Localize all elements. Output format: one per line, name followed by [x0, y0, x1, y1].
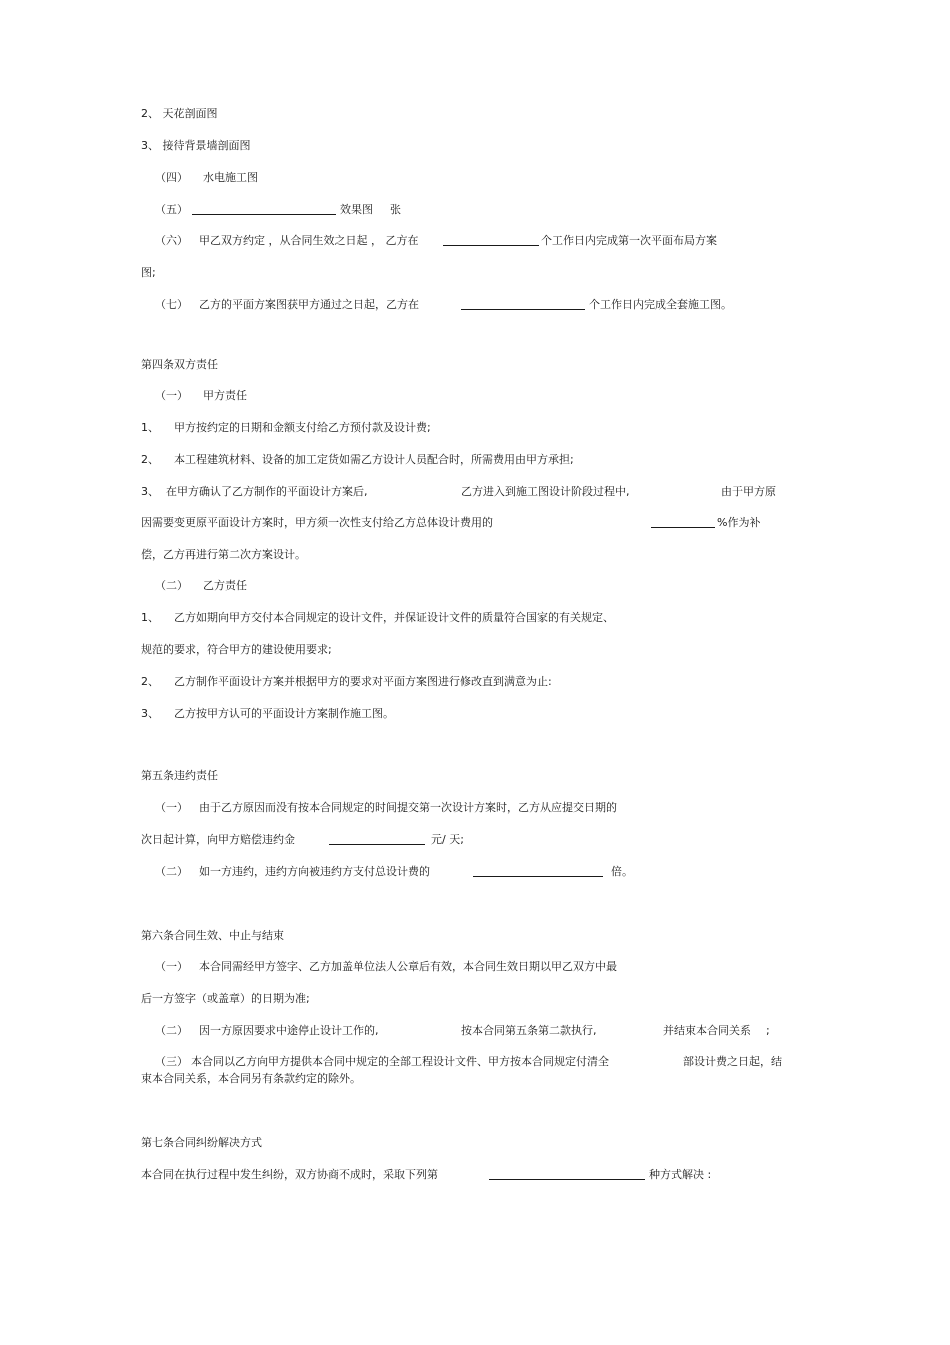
effect-3-text-2: 部设计费之日起，结: [683, 1055, 782, 1068]
clause-6-text-2: 个工作日内完成第一次平面布局方案: [541, 234, 717, 247]
breach-2-unit: 倍。: [611, 865, 633, 878]
party-a-item-1-num: 1、: [141, 421, 159, 434]
party-a-item-2-num: 2、: [141, 453, 159, 466]
clause-6-text: 甲乙双方约定 ，从合同生效之日起 ， 乙方在: [199, 234, 419, 247]
article-6-heading: 第六条合同生效、中止与结束: [141, 929, 284, 942]
effect-1-label: （一）: [155, 960, 188, 973]
party-b-heading: 乙方责任: [203, 579, 247, 592]
party-a-item-3-text: 在甲方确认了乙方制作的平面设计方案后,: [166, 485, 368, 498]
party-a-item-3-text-3: 由于甲方原: [721, 485, 776, 498]
clause-6-text-3: 图;: [141, 266, 156, 279]
effect-3-text-3: 束本合同关系，本合同另有条款约定的除外。: [141, 1072, 361, 1085]
party-b-item-3-text: 乙方按甲方认可的平面设计方案制作施工图。: [174, 707, 394, 720]
party-b-item-1-num: 1、: [141, 611, 159, 624]
breach-1-text: 由于乙方原因而没有按本合同规定的时间提交第一次设计方案时，乙方从应提交日期的: [199, 801, 617, 814]
article-4-heading: 第四条双方责任: [141, 358, 218, 371]
blank-field-effect-count[interactable]: [192, 204, 336, 215]
effect-1-text: 本合同需经甲方签字、乙方加盖单位法人公章后有效，本合同生效日期以甲乙双方中最: [199, 960, 617, 973]
party-a-item-2-text: 本工程建筑材料、设备的加工定货如需乙方设计人员配合时，所需费用由甲方承担;: [174, 453, 574, 466]
clause-7-label: （七）: [155, 298, 188, 311]
blank-field-method[interactable]: [489, 1169, 645, 1180]
effect-3-text: 本合同以乙方向甲方提供本合同中规定的全部工程设计文件、甲方按本合同规定付清全: [191, 1055, 609, 1068]
blank-field-percent[interactable]: [651, 517, 715, 528]
blank-field-multiple[interactable]: [473, 866, 603, 877]
party-a-label: （一）: [155, 389, 188, 402]
party-a-heading: 甲方责任: [203, 389, 247, 402]
effect-3-label: （三）: [155, 1055, 188, 1068]
effect-2-text: 因一方原因要求中途停止设计工作的,: [199, 1024, 379, 1037]
party-a-item-3-text-4: 因需要变更原平面设计方案时，甲方须一次性支付给乙方总体设计费用的: [141, 516, 493, 529]
article-5-heading: 第五条违约责任: [141, 769, 218, 782]
party-a-item-3-text-6: 偿，乙方再进行第二次方案设计。: [141, 548, 306, 561]
effect-1-text-2: 后一方签字（或盖章）的日期为准;: [141, 992, 310, 1005]
party-b-item-2-num: 2、: [141, 675, 159, 688]
blank-field-penalty[interactable]: [329, 834, 425, 845]
clause-4-text: 水电施工图: [203, 171, 258, 184]
clause-item-3: 3、 接待背景墙剖面图: [141, 139, 251, 152]
clause-5-unit: 张: [390, 203, 401, 216]
dispute-text: 本合同在执行过程中发生纠纷，双方协商不成时，采取下列第: [141, 1168, 438, 1181]
breach-2-text: 如一方违约，违约方向被违约方支付总设计费的: [199, 865, 430, 878]
party-a-item-3-text-5: %作为补: [717, 516, 761, 529]
effect-2-end: ;: [766, 1024, 770, 1037]
dispute-text-2: 种方式解决 :: [649, 1168, 712, 1181]
effect-2-label: （二）: [155, 1024, 188, 1037]
blank-field-days-layout[interactable]: [443, 235, 539, 246]
party-b-item-1-text-2: 规范的要求，符合甲方的建设使用要求;: [141, 643, 332, 656]
clause-item-2: 2、 天花剖面图: [141, 107, 218, 120]
clause-5-label: （五）: [155, 203, 188, 216]
party-b-item-1-text: 乙方如期向甲方交付本合同规定的设计文件，并保证设计文件的质量符合国家的有关规定、: [174, 611, 614, 624]
breach-2-label: （二）: [155, 865, 188, 878]
breach-1-unit: 元/ 天;: [431, 833, 464, 846]
clause-5-text: 效果图: [340, 203, 373, 216]
party-b-item-3-num: 3、: [141, 707, 159, 720]
party-b-label: （二）: [155, 579, 188, 592]
clause-4-label: （四）: [155, 171, 188, 184]
effect-2-text-3: 并结束本合同关系: [663, 1024, 751, 1037]
article-7-heading: 第七条合同纠纷解决方式: [141, 1136, 262, 1149]
clause-7-text-2: 个工作日内完成全套施工图。: [589, 298, 732, 311]
breach-1-text-2: 次日起计算，向甲方赔偿违约金: [141, 833, 295, 846]
party-a-item-3-num: 3、: [141, 485, 159, 498]
clause-6-label: （六）: [155, 234, 188, 247]
party-a-item-3-text-2: 乙方进入到施工图设计阶段过程中,: [461, 485, 630, 498]
blank-field-days-drawings[interactable]: [461, 299, 585, 310]
party-b-item-2-text: 乙方制作平面设计方案并根据甲方的要求对平面方案图进行修改直到满意为止:: [174, 675, 552, 688]
breach-1-label: （一）: [155, 801, 188, 814]
effect-2-text-2: 按本合同第五条第二款执行,: [461, 1024, 597, 1037]
party-a-item-1-text: 甲方按约定的日期和金额支付给乙方预付款及设计费;: [174, 421, 431, 434]
clause-7-text: 乙方的平面方案图获甲方通过之日起，乙方在: [199, 298, 419, 311]
